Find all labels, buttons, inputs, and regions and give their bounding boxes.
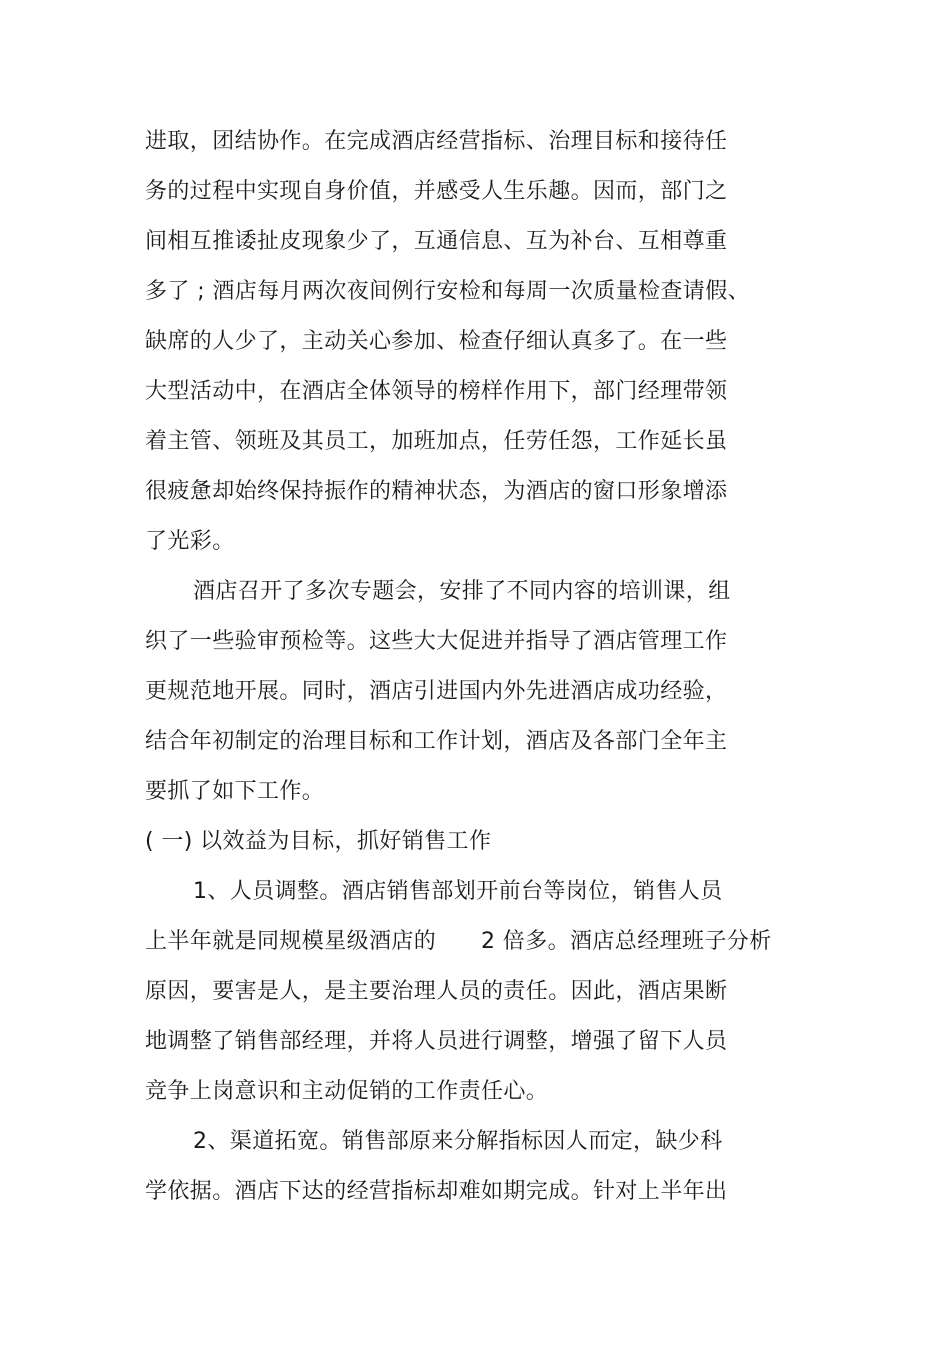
text-line: 多了 ; 酒店每月两次夜间例行安检和每周一次质量检查请假、 <box>145 279 751 304</box>
text-line: 了光彩。 <box>145 529 235 554</box>
text-line: 学依据。酒店下达的经营指标却难如期完成。针对上半年出 <box>145 1179 728 1204</box>
text-line: 间相互推诿扯皮现象少了，互通信息、互为补台、互相尊重 <box>145 229 728 254</box>
text-line: 进取，团结协作。在完成酒店经营指标、治理目标和接待任 <box>145 129 728 154</box>
text-line: 竞争上岗意识和主动促销的工作责任心。 <box>145 1079 549 1104</box>
text-line: 很疲惫却始终保持振作的精神状态，为酒店的窗口形象增添 <box>145 479 728 504</box>
section-heading: ( 一) 以效益为目标，抓好销售工作 <box>145 829 492 854</box>
text-line: 更规范地开展。同时，酒店引进国内外先进酒店成功经验， <box>145 679 728 704</box>
paragraph-first-line: 2、渠道拓宽。销售部原来分解指标因人而定，缺少科 <box>193 1129 723 1154</box>
text-line: 务的过程中实现自身价值，并感受人生乐趣。因而，部门之 <box>145 179 728 204</box>
text-line: 大型活动中，在酒店全体领导的榜样作用下，部门经理带领 <box>145 379 728 404</box>
paragraph-first-line: 1、人员调整。酒店销售部划开前台等岗位，销售人员 <box>193 879 723 904</box>
paragraph-first-line: 酒店召开了多次专题会，安排了不同内容的培训课，组 <box>193 579 731 604</box>
text-line: 着主管、领班及其员工，加班加点，任劳任怨，工作延长虽 <box>145 429 728 454</box>
text-line: 原因，要害是人，是主要治理人员的责任。因此，酒店果断 <box>145 979 728 1004</box>
text-line: 地调整了销售部经理，并将人员进行调整，增强了留下人员 <box>145 1029 728 1054</box>
text-line: 上半年就是同规模星级酒店的 2 倍多。酒店总经理班子分析 <box>145 929 772 954</box>
text-line: 织了一些验审预检等。这些大大促进并指导了酒店管理工作 <box>145 629 728 654</box>
text-line: 要抓了如下工作。 <box>145 779 325 804</box>
text-line: 缺席的人少了，主动关心参加、检查仔细认真多了。在一些 <box>145 329 728 354</box>
text-line: 结合年初制定的治理目标和工作计划，酒店及各部门全年主 <box>145 729 728 754</box>
